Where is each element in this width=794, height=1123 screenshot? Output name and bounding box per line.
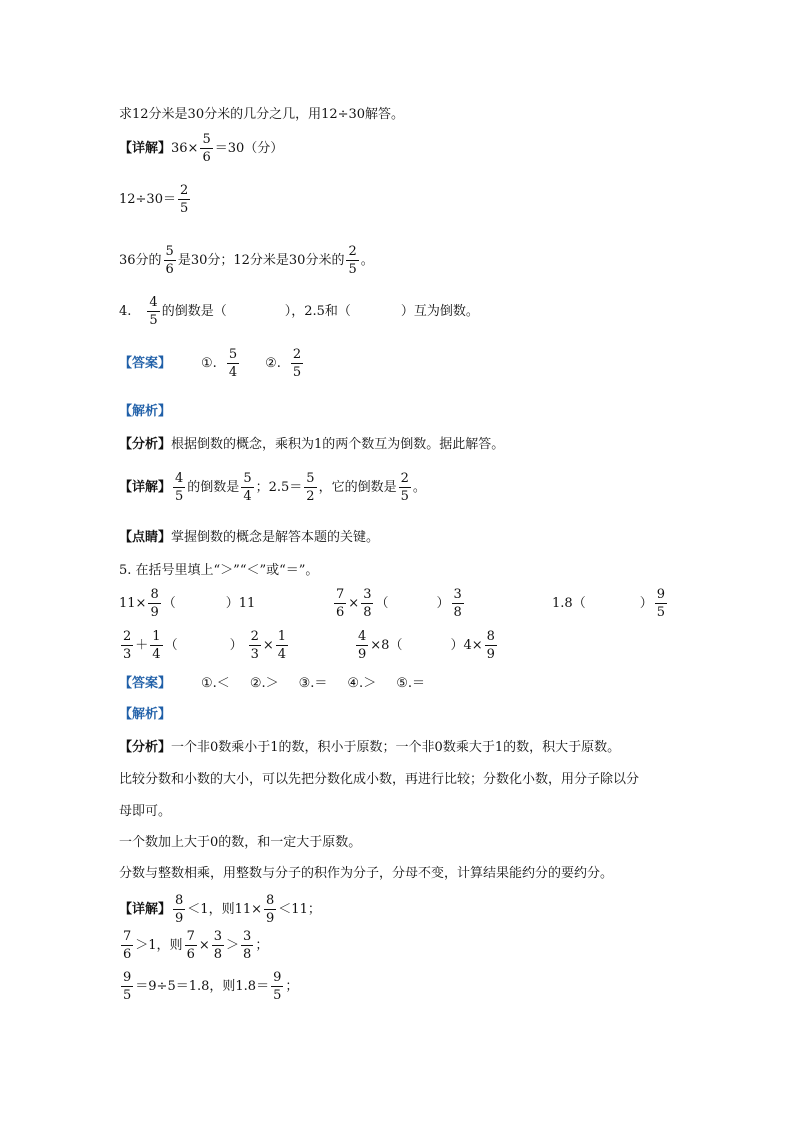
analysis-heading	[119, 405, 171, 418]
numerator: 1	[152, 629, 161, 644]
question-5-title	[119, 564, 318, 577]
text: 。	[360, 253, 374, 268]
fraction	[399, 472, 411, 503]
fenxi-label: 【分析】	[119, 437, 172, 452]
q5-item-1	[119, 588, 255, 619]
denominator: 6	[186, 947, 195, 962]
denominator: 5	[273, 988, 282, 1003]
detail-line	[119, 971, 298, 1002]
numerator: 3	[213, 929, 223, 944]
fraction	[227, 348, 239, 379]
fraction	[291, 348, 303, 379]
answer-item: ④.＞	[347, 676, 377, 691]
text: ；2.5＝	[255, 480, 303, 495]
fraction	[178, 184, 190, 215]
text: ＋	[135, 638, 149, 653]
fraction	[249, 630, 261, 661]
text: ×	[198, 938, 210, 953]
text: ＜11；	[278, 902, 321, 917]
text: （	[162, 596, 176, 611]
answer-label: 【答案】	[119, 676, 172, 691]
fraction	[147, 296, 159, 327]
denominator: 4	[152, 647, 161, 662]
text: 的倒数是（	[161, 304, 227, 319]
detail-label: 【详解】	[119, 480, 172, 495]
answer-item: ⑤.＝	[396, 676, 425, 691]
numerator: 9	[123, 970, 132, 985]
answer-line	[119, 677, 425, 690]
fraction	[173, 472, 185, 503]
text: ×8	[370, 638, 390, 653]
numerator: 7	[336, 587, 345, 602]
detail-line	[119, 472, 426, 503]
q5-item-4	[119, 630, 290, 661]
text: ＝9÷5＝1.8，则1.8＝	[135, 979, 270, 994]
text: 1.8	[552, 596, 573, 611]
detail-label: 【详解】	[119, 141, 172, 156]
fraction	[148, 588, 160, 619]
detail-line	[119, 894, 321, 925]
expr-line	[119, 184, 192, 215]
numerator: 5	[306, 471, 315, 486]
denominator: 5	[400, 489, 409, 504]
denominator: 8	[453, 605, 462, 620]
solution-text: 求12分米是30分米的几分之几，用12÷30解答。	[119, 107, 405, 122]
denominator: 4	[277, 647, 287, 662]
denominator: 9	[358, 647, 367, 662]
numerator: 2	[250, 629, 259, 644]
denominator: 5	[348, 262, 357, 277]
denominator: 8	[213, 947, 223, 962]
numerator: 7	[123, 929, 132, 944]
numerator: 3	[363, 587, 372, 602]
text: 5. 在括号里填上“＞”“＜”或“＝”。	[119, 563, 319, 578]
numerator: 3	[243, 929, 252, 944]
numerator: 2	[400, 471, 409, 486]
denominator: 5	[292, 365, 302, 380]
text: 母即可。	[119, 804, 172, 819]
detail-label: 【详解】	[119, 902, 172, 917]
fraction	[121, 930, 133, 961]
denominator: 5	[175, 489, 184, 504]
numerator: 8	[150, 587, 159, 602]
text: ×	[262, 638, 274, 653]
numerator: 9	[656, 587, 665, 602]
numerator: 7	[186, 929, 195, 944]
denominator: 9	[486, 647, 495, 662]
analysis-label: 【解析】	[119, 707, 172, 722]
fraction	[361, 588, 373, 619]
fenxi-label: 【分析】	[119, 740, 172, 755]
numerator: 2	[348, 244, 357, 259]
text: ），2.5和（	[284, 304, 351, 319]
fraction	[264, 894, 276, 925]
numerator: 4	[149, 295, 158, 310]
text: ）11	[225, 596, 256, 611]
fraction	[485, 630, 497, 661]
denominator: 6	[165, 262, 174, 277]
fraction	[121, 971, 133, 1002]
denominator: 5	[123, 988, 132, 1003]
fraction	[452, 588, 464, 619]
fraction	[212, 930, 224, 961]
denominator: 9	[175, 911, 184, 926]
denominator: 3	[250, 647, 259, 662]
text: ＞	[226, 938, 240, 953]
denominator: 5	[149, 313, 158, 328]
text: ＜1，则11×	[187, 902, 263, 917]
numerator: 5	[228, 347, 238, 362]
denominator: 6	[202, 150, 211, 165]
text: ；	[285, 979, 299, 994]
numerator: 2	[292, 347, 302, 362]
text: 的倒数是	[187, 480, 240, 495]
denominator: 5	[179, 201, 189, 216]
answer-item: ③.＝	[298, 676, 328, 691]
question-number: 4.	[119, 304, 132, 319]
numerator: 2	[179, 183, 189, 198]
text: （	[375, 596, 389, 611]
text: 11×	[119, 596, 147, 611]
text: 36分的	[119, 253, 162, 268]
numerator: 3	[453, 587, 462, 602]
question-4	[119, 296, 479, 327]
fraction	[173, 894, 185, 925]
text: 一个非0数乘小于1的数，积小于原数；一个非0数乘大于1的数，积大于原数。	[171, 740, 621, 755]
denominator: 2	[306, 489, 315, 504]
text-line	[119, 773, 639, 786]
fraction	[271, 971, 283, 1002]
fenxi-line	[119, 438, 504, 451]
text-line	[119, 836, 361, 849]
fraction	[241, 472, 253, 503]
answer-label: 【答案】	[119, 356, 172, 371]
text: 比较分数和小数的大小，可以先把分数化成小数，再进行比较；分数化小数，用分子除以分	[119, 772, 640, 787]
numerator: 5	[243, 471, 252, 486]
text: ）互为倒数。	[400, 304, 479, 319]
denominator: 5	[656, 605, 665, 620]
answer-item: ①.＜	[201, 676, 230, 691]
denominator: 9	[266, 911, 275, 926]
text: ；	[255, 938, 269, 953]
denominator: 4	[243, 489, 252, 504]
detail-line	[119, 930, 268, 961]
text: 一个数加上大于0的数，和一定大于原数。	[119, 835, 362, 850]
fraction	[241, 930, 253, 961]
dianjing-line	[119, 531, 379, 544]
expr-text: ＝30（分）	[214, 141, 284, 156]
text: ）4×	[450, 638, 483, 653]
answer-item: ②.＞	[249, 676, 279, 691]
fraction	[356, 630, 368, 661]
answer-line	[119, 348, 305, 379]
text: 掌握倒数的概念是解答本题的关键。	[171, 530, 380, 545]
numerator: 8	[266, 893, 275, 908]
text-line	[119, 805, 171, 818]
numerator: 4	[175, 471, 184, 486]
numerator: 4	[358, 629, 367, 644]
text: 根据倒数的概念，乘积为1的两个数互为倒数。据此解答。	[171, 437, 505, 452]
expr-text: 36×	[171, 141, 199, 156]
answer-marker: ②.	[265, 356, 281, 371]
denominator: 6	[123, 947, 132, 962]
numerator: 5	[165, 244, 174, 259]
text: 是30分；12分米是30分米的	[177, 253, 345, 268]
fraction	[655, 588, 667, 619]
numerator: 9	[273, 970, 282, 985]
q5-item-3	[552, 588, 669, 619]
text: ＞1，则	[135, 938, 183, 953]
text: （	[572, 596, 586, 611]
fraction	[164, 245, 176, 276]
fraction	[150, 630, 162, 661]
fraction	[304, 472, 316, 503]
text: （	[164, 638, 178, 653]
fraction	[346, 245, 358, 276]
text: ）	[229, 638, 243, 653]
dianjing-label: 【点睛】	[119, 530, 172, 545]
denominator: 8	[243, 947, 252, 962]
denominator: 6	[336, 605, 345, 620]
analysis-label: 【解析】	[119, 404, 172, 419]
text: ）	[436, 596, 450, 611]
conclusion-line	[119, 245, 374, 276]
numerator: 2	[123, 629, 132, 644]
text-line	[119, 108, 404, 121]
detail-line	[119, 133, 283, 164]
denominator: 9	[150, 605, 159, 620]
fraction	[185, 930, 197, 961]
denominator: 4	[228, 365, 238, 380]
fraction	[276, 630, 288, 661]
numerator: 1	[277, 629, 287, 644]
text: 分数与整数相乘，用整数与分子的积作为分子，分母不变，计算结果能约分的要约分。	[119, 866, 614, 881]
analysis-heading	[119, 708, 171, 721]
text: （	[389, 638, 403, 653]
denominator: 8	[363, 605, 372, 620]
numerator: 5	[202, 132, 211, 147]
denominator: 3	[123, 647, 132, 662]
text: ）	[639, 596, 653, 611]
fraction	[200, 133, 212, 164]
text: ，它的倒数是	[318, 480, 397, 495]
q5-item-2	[332, 588, 466, 619]
text-line	[119, 867, 613, 880]
answer-marker: ①.	[201, 356, 217, 371]
numerator: 8	[175, 893, 184, 908]
fraction	[121, 630, 133, 661]
fraction	[334, 588, 346, 619]
text: 。	[412, 480, 426, 495]
fenxi-line	[119, 741, 620, 754]
expr-text: 12÷30＝	[119, 192, 176, 207]
numerator: 8	[486, 629, 495, 644]
text: ×	[348, 596, 360, 611]
q5-item-5	[354, 630, 499, 661]
